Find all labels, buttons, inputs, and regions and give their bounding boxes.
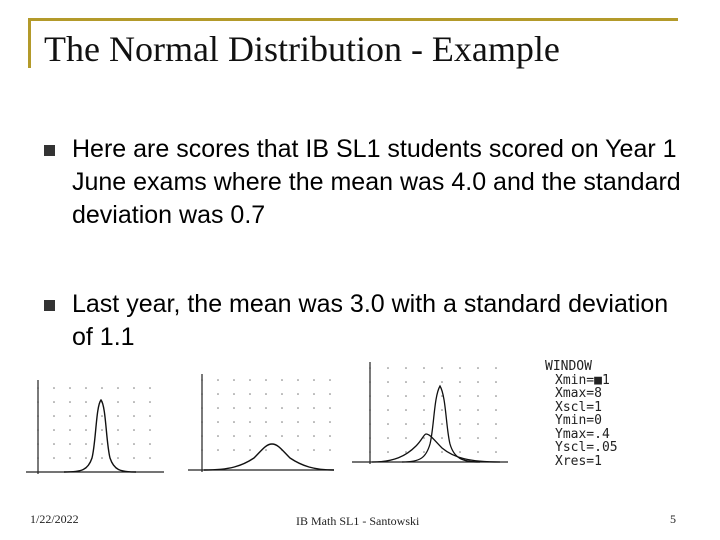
calculator-window-settings: [545, 360, 618, 468]
calculator-graph-1: [24, 378, 166, 476]
title-frame-left: [28, 18, 31, 68]
slide-title: The Normal Distribution - Example: [44, 29, 560, 69]
footer-date: 1/22/2022: [30, 512, 79, 526]
bullet-text-2: Last year, the mean was 3.0 with a standard deviation of 1.1: [72, 290, 669, 351]
graph-3-curve-narrow: [402, 386, 480, 462]
graph-3-grid-dots: [369, 367, 497, 453]
graph-2-grid-dots: [201, 379, 331, 451]
window-line-ymin: Ymin=0: [555, 413, 602, 428]
window-line-xmin: Xmin=■1: [555, 372, 610, 388]
window-line-xres: Xres=1: [555, 453, 602, 469]
graph-1-curve: [64, 400, 136, 472]
graph-3-svg: [350, 360, 510, 468]
window-line-xmax: Xmax=8: [555, 386, 602, 401]
footer-page-number: 5: [670, 512, 676, 526]
graph-2-svg: [186, 372, 336, 476]
graph-3-curve-wide: [372, 434, 500, 462]
calculator-graph-2: [186, 372, 336, 476]
window-line-ymax: Ymax=.4: [555, 426, 610, 442]
calculator-graph-3: [350, 360, 510, 468]
window-line-xscl: Xscl=1: [555, 399, 602, 415]
bullet-text-1: Here are scores that IB SL1 students scored on Year 1 June exams where the mean was 4.0 and the standard deviation was 0.7: [72, 135, 681, 229]
window-title: WINDOW: [545, 359, 592, 374]
title-frame-top: [28, 18, 678, 21]
bullet-marker-2: [44, 300, 55, 311]
window-line-yscl: Yscl=.05: [555, 440, 618, 455]
footer-center: IB Math SL1 - Santowski: [296, 514, 420, 528]
graph-2-curve: [204, 444, 334, 470]
bullet-marker-1: [44, 145, 55, 156]
graph-1-svg: [24, 378, 166, 476]
